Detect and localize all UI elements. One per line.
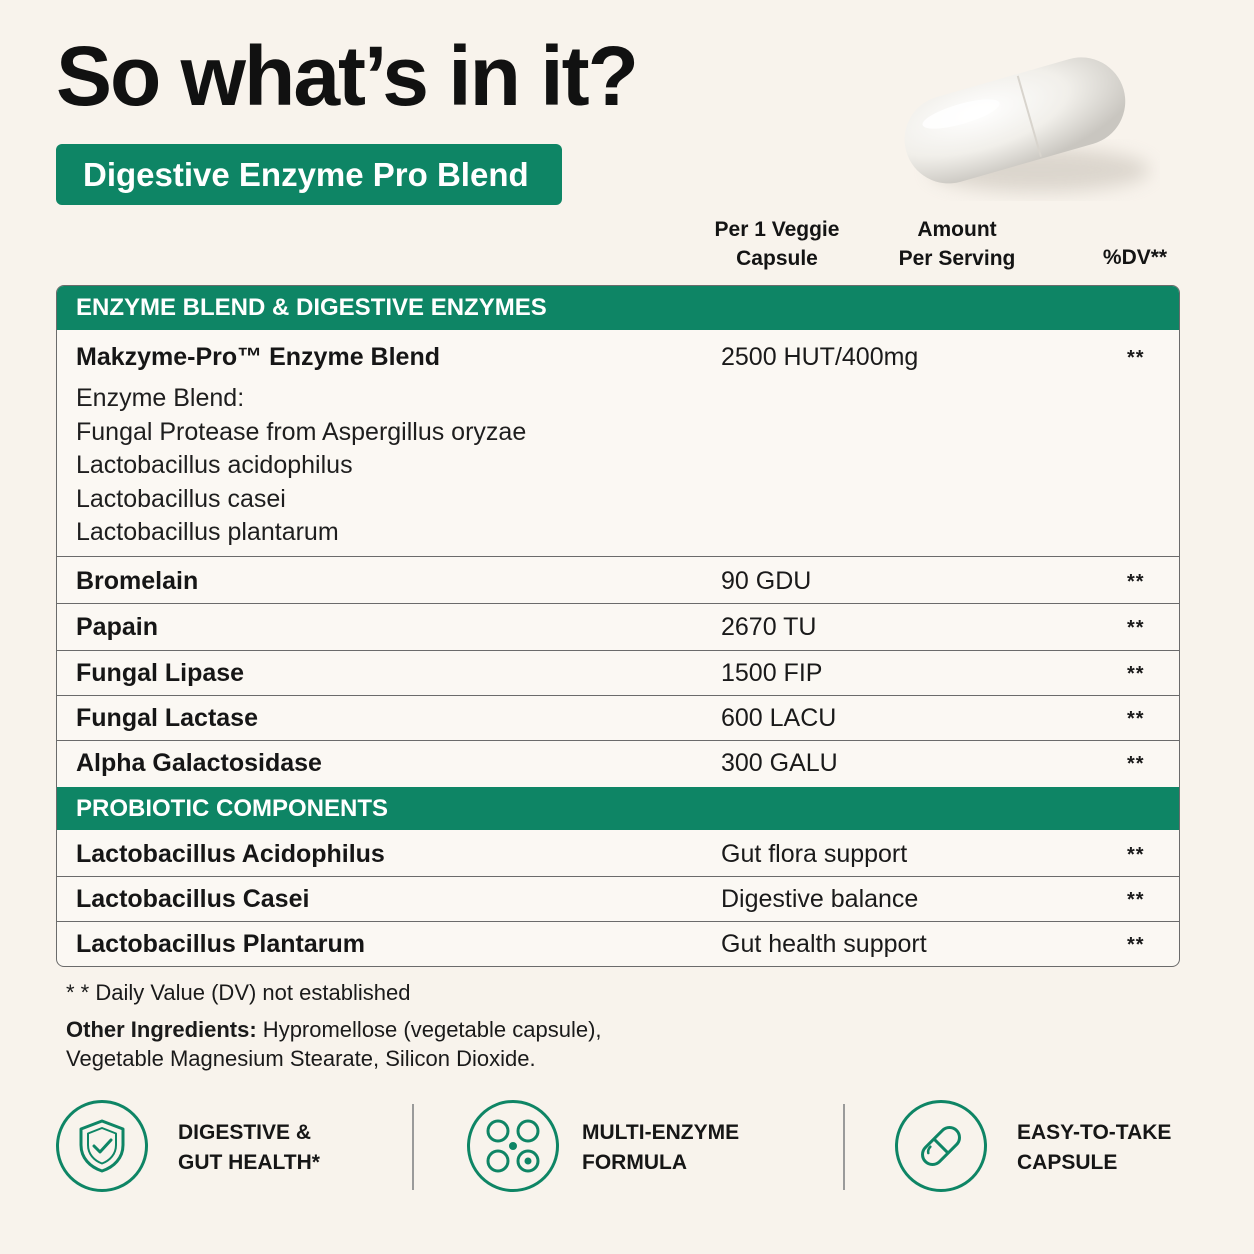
table-row: [57, 876, 1179, 921]
feature-label: [1017, 1118, 1171, 1178]
column-header-amount-line2: Per Serving: [898, 246, 1016, 270]
feature-icon-ring: [467, 1100, 559, 1192]
ingredient-name: Fungal Lipase: [76, 659, 245, 687]
other-ingredients-line2: Vegetable Magnesium Stearate, Silicon Dioxide.: [66, 1045, 536, 1071]
blend-name-badge: Digestive Enzyme Pro Blend: [56, 144, 562, 205]
ingredient-dv: **: [1127, 617, 1145, 639]
ingredient-dv: **: [1127, 708, 1145, 730]
ingredient-benefit: Digestive balance: [721, 885, 919, 913]
table-row: [57, 603, 1179, 650]
divider: [412, 1104, 414, 1190]
feature-easy-capsule: [895, 1100, 1215, 1194]
other-ingredients-label: Other Ingredients:: [66, 1017, 257, 1042]
ingredient-amount: 1500 FIP: [721, 659, 823, 687]
ingredient-name: Lactobacillus Plantarum: [76, 930, 365, 958]
feature-label-line1: DIGESTIVE &: [178, 1121, 312, 1144]
feature-digestive-health: [56, 1100, 376, 1194]
table-row: [57, 650, 1179, 695]
ingredient-name: Lactobacillus Casei: [76, 885, 310, 913]
divider: [843, 1104, 845, 1190]
ingredient-amount: 600 LACU: [721, 704, 837, 732]
blend-amount: 2500 HUT/400mg: [721, 343, 919, 371]
four-circles-icon: [484, 1117, 542, 1175]
column-header-amount: [880, 216, 1034, 274]
ingredient-dv: **: [1127, 934, 1145, 956]
column-header-per-capsule-line2: Capsule: [736, 246, 818, 270]
feature-icon-ring: [895, 1100, 987, 1192]
capsule-pill-icon: [913, 1118, 969, 1174]
ingredient-dv: **: [1127, 753, 1145, 775]
feature-multi-enzyme: [467, 1100, 787, 1194]
list-item: Fungal Protease from Aspergillus oryzae: [76, 417, 527, 446]
feature-label: [178, 1118, 320, 1178]
feature-icon-ring: [56, 1100, 148, 1192]
other-ingredients-line1: Hypromellose (vegetable capsule),: [256, 1017, 602, 1042]
ingredient-name: Fungal Lactase: [76, 704, 258, 732]
ingredient-name: Papain: [76, 613, 158, 641]
capsule-image: [880, 20, 1160, 220]
supplement-facts-table: [56, 285, 1180, 967]
feature-label-line1: MULTI-ENZYME: [582, 1121, 740, 1144]
ingredient-benefit: Gut health support: [721, 930, 927, 958]
table-row: [57, 830, 1179, 876]
section-heading-enzymes: ENZYME BLEND & DIGESTIVE ENZYMES: [57, 286, 1179, 330]
ingredient-amount: 90 GDU: [721, 567, 812, 595]
table-row: [57, 921, 1179, 967]
page-title: So what’s in it?: [56, 29, 637, 123]
ingredient-name: Alpha Galactosidase: [76, 749, 322, 777]
feature-label-line2: FORMULA: [582, 1150, 687, 1174]
section-heading-probiotics: PROBIOTIC COMPONENTS: [57, 787, 1179, 830]
ingredient-dv: **: [1127, 889, 1145, 911]
feature-label-line2: GUT HEALTH*: [178, 1150, 320, 1174]
ingredient-amount: 2670 TU: [721, 613, 817, 641]
ingredient-dv: **: [1127, 663, 1145, 685]
feature-label-line2: CAPSULE: [1017, 1150, 1118, 1174]
list-item: Lactobacillus acidophilus: [76, 451, 353, 479]
ingredient-benefit: Gut flora support: [721, 840, 908, 868]
feature-label-line1: EASY-TO-TAKE: [1017, 1121, 1172, 1144]
feature-label: [582, 1118, 739, 1178]
table-row: [57, 695, 1179, 740]
dv-footnote: * * Daily Value (DV) not established: [66, 980, 411, 1005]
other-ingredients: [66, 1016, 602, 1073]
ingredient-dv: **: [1127, 844, 1145, 866]
ingredient-dv: **: [1127, 571, 1145, 593]
table-row-enzyme-blend: [57, 330, 1179, 556]
ingredient-name: Lactobacillus Acidophilus: [76, 840, 385, 868]
table-row: [57, 740, 1179, 787]
list-item: Lactobacillus plantarum: [76, 518, 339, 546]
ingredient-name: Bromelain: [76, 567, 199, 595]
list-item: Enzyme Blend:: [76, 384, 245, 412]
blend-dv: **: [1127, 347, 1145, 369]
ingredient-amount: 300 GALU: [721, 749, 838, 777]
blend-name: Makzyme-Pro™ Enzyme Blend: [76, 343, 440, 371]
list-item: Lactobacillus casei: [76, 484, 286, 513]
column-header-per-capsule-line1: Per 1 Veggie: [714, 218, 840, 241]
column-header-per-capsule: [700, 216, 854, 274]
blend-component-list: [76, 382, 526, 550]
column-header-amount-line1: Amount: [917, 218, 997, 241]
table-row: [57, 556, 1179, 603]
column-header-dv: %DV**: [1102, 246, 1168, 269]
shield-check-icon: [77, 1118, 127, 1174]
